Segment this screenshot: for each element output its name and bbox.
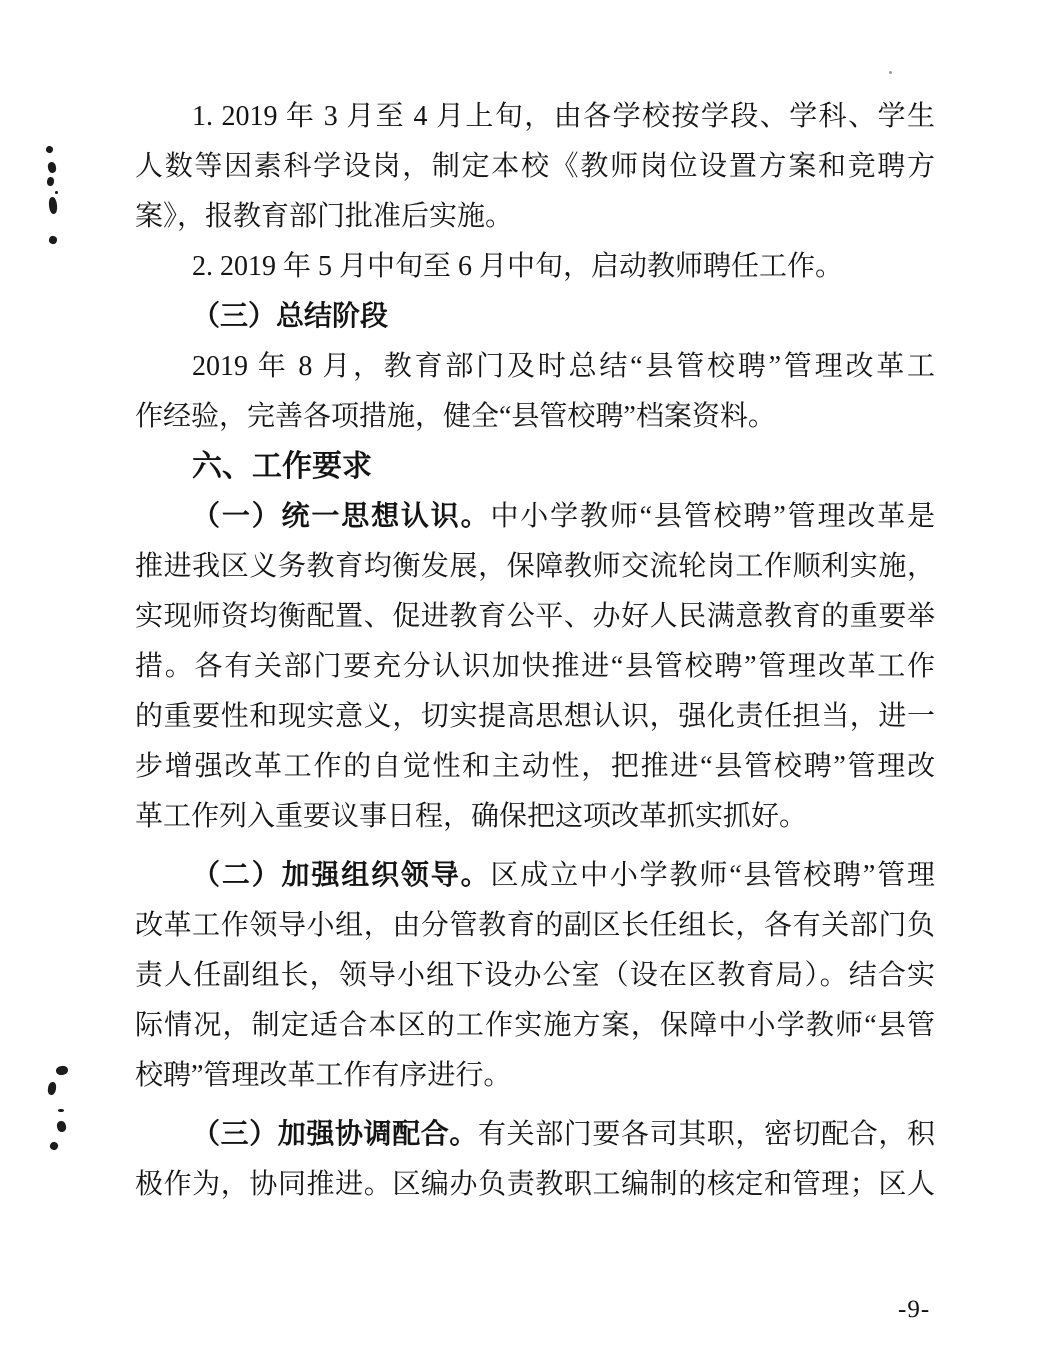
text-line <box>135 851 935 901</box>
ink-mark <box>48 197 58 215</box>
section-heading <box>135 442 935 492</box>
ink-mark <box>55 191 58 194</box>
text-line: 革工作列入重要议事日程，确保把这项改革抓实抓好。 <box>135 801 808 832</box>
speck-mark <box>889 71 892 74</box>
ink-mark <box>49 1141 60 1152</box>
text-line: 责人任副组长，领导小组下设办公室（设在区教育局）。结合实 <box>135 960 935 991</box>
paragraph-text: 有关部门要各司其职，密切配合，积 <box>478 1119 935 1150</box>
paragraph-lead: （一）统一思想认识。 <box>192 501 491 532</box>
paragraph-text: 区成立中小学教师“县管校聘”管理 <box>490 860 935 891</box>
paragraph-lead: （二）加强组织领导。 <box>192 860 491 891</box>
section-heading <box>135 292 935 342</box>
ink-mark <box>46 177 54 187</box>
text-line: 际情况，制定适合本区的工作实施方案，保障中小学教师“县管 <box>135 1010 935 1041</box>
ink-mark <box>45 145 54 154</box>
text-line: 1. 2019 年 3 月至 4 月上旬，由各学校按学段、学科、学生 <box>192 101 935 132</box>
ink-mark <box>47 161 57 173</box>
text-line: 步增强改革工作的自觉性和主动性，把推进“县管校聘”管理改 <box>135 751 935 782</box>
text-line: 推进我区义务教育均衡发展，保障教师交流轮岗工作顺利实施， <box>135 551 935 582</box>
heading-text: 六、工作要求 <box>192 450 372 483</box>
text-line: 案》，报教育部门批准后实施。 <box>135 201 514 232</box>
ink-mark <box>58 1109 64 1112</box>
text-line: 2019 年 8 月，教育部门及时总结“县管校聘”管理改革工 <box>192 351 935 382</box>
ink-mark <box>48 235 58 245</box>
ink-mark <box>56 1120 67 1133</box>
text-line: 措。各有关部门要充分认识加快推进“县管校聘”管理改革工作 <box>135 651 935 682</box>
heading-text: （三）总结阶段 <box>192 301 389 332</box>
page-number: -9- <box>898 1296 931 1323</box>
ink-mark <box>55 1065 68 1076</box>
text-line <box>135 492 935 542</box>
text-line: 极作为，协同推进。区编办负责教职工编制的核定和管理；区人 <box>135 1169 935 1200</box>
text-line: 2. 2019 年 5 月中旬至 6 月中旬，启动教师聘任工作。 <box>192 251 844 282</box>
paragraph-text: 中小学教师“县管校聘”管理改革是 <box>490 501 935 532</box>
text-line: 实现师资均衡配置、促进教育公平、办好人民满意教育的重要举 <box>135 601 935 632</box>
text-line: 的重要性和现实意义，切实提高思想认识，强化责任担当，进一 <box>135 701 935 732</box>
text-line: 改革工作领导小组，由分管教育的副区长任组长，各有关部门负 <box>135 910 935 941</box>
ink-mark <box>47 1081 57 1095</box>
document-body <box>135 92 935 1210</box>
text-line: 校聘”管理改革工作有序进行。 <box>135 1060 512 1091</box>
text-line: 作经验，完善各项措施，健全“县管校聘”档案资料。 <box>135 401 776 432</box>
text-line: 人数等因素科学设岗，制定本校《教师岗位设置方案和竞聘方 <box>135 151 935 182</box>
paragraph-lead: （三）加强协调配合。 <box>192 1119 478 1150</box>
text-line <box>135 1110 935 1160</box>
